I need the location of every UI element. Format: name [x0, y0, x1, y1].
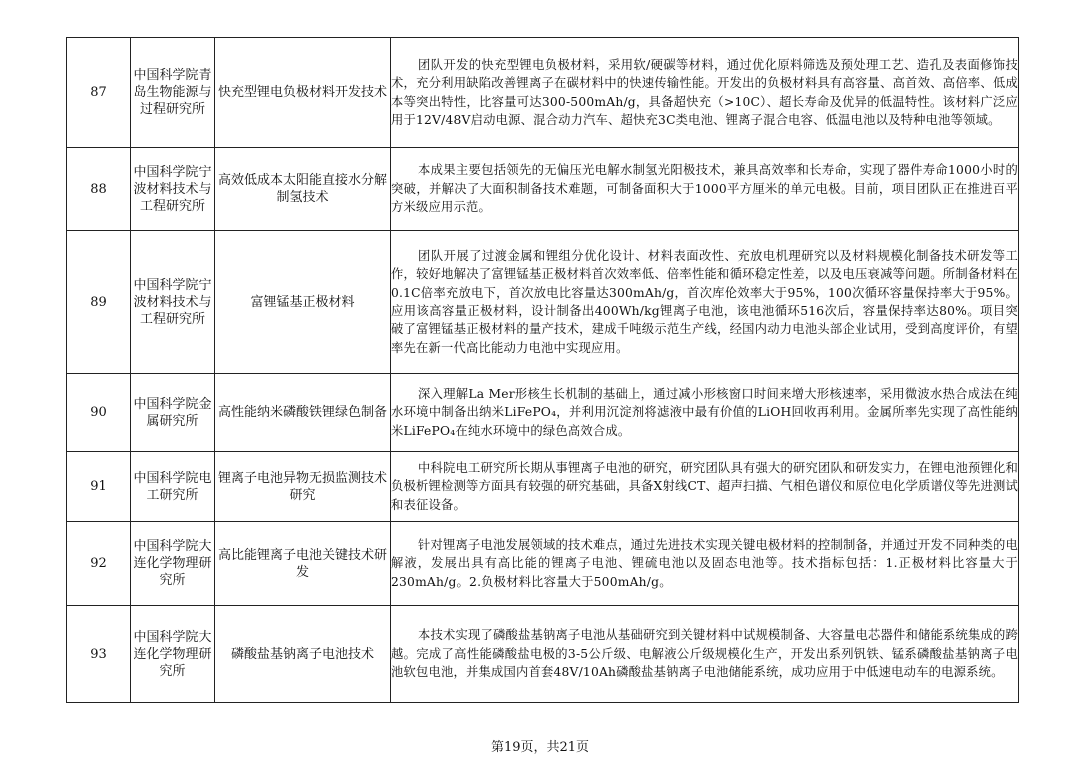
project-title: 磷酸盐基钠离子电池技术: [215, 606, 391, 703]
project-description: 本成果主要包括领先的无偏压光电解水制氢光阳极技术，兼具高效率和长寿命，实现了器件寿命1000小时的突破，并解决了大面积制备技术难题，可制备面积大于1000平方厘米的单元电极。目前，项目团队正在推进百平方米级应用示范。: [391, 148, 1019, 231]
institution: 中国科学院电工研究所: [131, 452, 215, 522]
project-title: 高效低成本太阳能直接水分解制氢技术: [215, 148, 391, 231]
project-title: 富锂锰基正极材料: [215, 231, 391, 374]
project-description: 深入理解La Mer形核生长机制的基础上，通过减小形核窗口时间来增大形核速率，采用微波水热合成法在纯水环境中制备出纳米LiFePO₄，并利用沉淀剂将滤液中最有价值的LiOH回收再利用。金属所率先实现了高性能纳米LiFePO₄在纯水环境中的绿色高效合成。: [391, 374, 1019, 452]
row-number: 92: [67, 522, 131, 606]
project-description: 针对锂离子电池发展领域的技术难点，通过先进技术实现关键电极材料的控制制备，并通过开发不同种类的电解液，发展出具有高比能的锂离子电池、锂硫电池以及固态电池等。技术指标包括：1.正极材料比容量大于230mAh/g。2.负极材料比容量大于500mAh/g。: [391, 522, 1019, 606]
project-title: 快充型锂电负极材料开发技术: [215, 38, 391, 148]
row-number: 90: [67, 374, 131, 452]
table-row: [67, 148, 1019, 231]
page-footer: 第19页，共21页: [490, 740, 590, 755]
project-title: 锂离子电池异物无损监测技术研究: [215, 452, 391, 522]
institution: 中国科学院宁波材料技术与工程研究所: [131, 231, 215, 374]
projects-table: [66, 37, 1019, 703]
table-row: [67, 452, 1019, 522]
row-number: 88: [67, 148, 131, 231]
project-title: 高比能锂离子电池关键技术研发: [215, 522, 391, 606]
project-description: 团队开展了过渡金属和锂组分优化设计、材料表面改性、充放电机理研究以及材料规模化制备技术研发等工作，较好地解决了富锂锰基正极材料首次效率低、倍率性能和循环稳定性差，以及电压衰减等问题。所制备材料在0.1C倍率充放电下，首次放电比容量达300mAh/g，首次库伦效率大于95%，100次循环容量保持率大于95%。应用该高容量正极材料，设计制备出400Wh/kg锂离子电池，该电池循环516次后，容量保持率达80%。项目突破了富锂锰基正极材料的量产技术，建成千吨级示范生产线，经国内动力电池头部企业试用，受到高度评价，有望率先在新一代高比能动力电池中实现应用。: [391, 231, 1019, 374]
row-number: 89: [67, 231, 131, 374]
table-row: [67, 231, 1019, 374]
row-number: 87: [67, 38, 131, 148]
row-number: 91: [67, 452, 131, 522]
table-row: [67, 522, 1019, 606]
institution: 中国科学院宁波材料技术与工程研究所: [131, 148, 215, 231]
project-description: 中科院电工研究所长期从事锂离子电池的研究，研究团队具有强大的研究团队和研发实力，在锂电池预锂化和负极析锂检测等方面具有较强的研究基础，具备X射线CT、超声扫描、气相色谱仪和原位电化学质谱仪等先进测试和表征设备。: [391, 452, 1019, 522]
table-row: [67, 374, 1019, 452]
project-description: 团队开发的快充型锂电负极材料，采用软/硬碳等材料，通过优化原料筛选及预处理工艺、造孔及表面修饰技术，充分利用缺陷改善锂离子在碳材料中的快速传输性能。开发出的负极材料具有高容量、高首效、高倍率、低成本等突出特性，比容量可达300-500mAh/g，具备超快充（>10C）、超长寿命及优异的低温特性。该材料广泛应用于12V/48V启动电源、混合动力汽车、超快充3C类电池、锂离子混合电容、低温电池以及特种电池等领域。: [391, 38, 1019, 148]
institution: 中国科学院大连化学物理研究所: [131, 606, 215, 703]
table-row: [67, 606, 1019, 703]
institution: 中国科学院青岛生物能源与过程研究所: [131, 38, 215, 148]
row-number: 93: [67, 606, 131, 703]
project-title: 高性能纳米磷酸铁锂绿色制备: [215, 374, 391, 452]
table-row: [67, 38, 1019, 148]
institution: 中国科学院大连化学物理研究所: [131, 522, 215, 606]
project-description: 本技术实现了磷酸盐基钠离子电池从基础研究到关键材料中试规模制备、大容量电芯器件和储能系统集成的跨越。完成了高性能磷酸盐电极的3-5公斤级、电解液公斤级规模化生产，开发出系列钒铁、锰系磷酸盐基钠离子电池软包电池，并集成国内首套48V/10Ah磷酸盐基钠离子电池储能系统，成功应用于中低速电动车的电源系统。: [391, 606, 1019, 703]
institution: 中国科学院金属研究所: [131, 374, 215, 452]
